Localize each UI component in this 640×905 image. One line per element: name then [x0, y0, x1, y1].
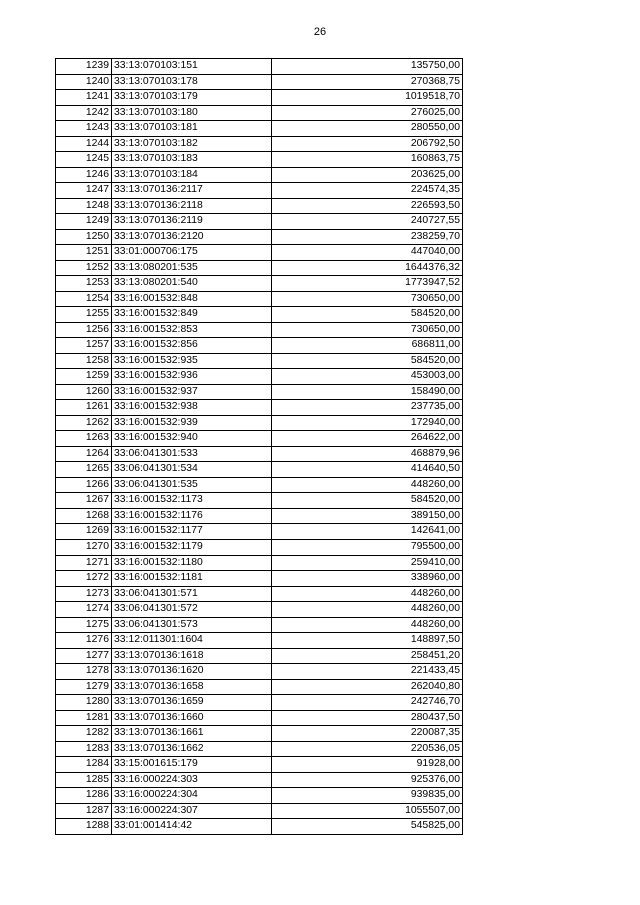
value-cell: 730650,00	[272, 322, 463, 338]
table-row	[56, 307, 463, 323]
row-number-cell: 1251	[56, 245, 112, 261]
value-cell: 158490,00	[272, 384, 463, 400]
value-cell: 135750,00	[272, 59, 463, 75]
row-number-cell: 1245	[56, 152, 112, 168]
cadastral-number-cell: 33:06:041301:534	[112, 462, 272, 478]
row-number-cell: 1243	[56, 121, 112, 137]
value-cell: 264622,00	[272, 431, 463, 447]
table-row	[56, 571, 463, 587]
value-cell: 280550,00	[272, 121, 463, 137]
cadastral-number-cell: 33:16:001532:848	[112, 291, 272, 307]
cadastral-number-cell: 33:16:001532:1181	[112, 571, 272, 587]
table-row	[56, 741, 463, 757]
table-row	[56, 555, 463, 571]
table-row	[56, 633, 463, 649]
cadastral-number-cell: 33:16:001532:1176	[112, 508, 272, 524]
row-number-cell: 1286	[56, 788, 112, 804]
cadastral-number-cell: 33:16:001532:849	[112, 307, 272, 323]
table-row	[56, 477, 463, 493]
table-row	[56, 214, 463, 230]
row-number-cell: 1287	[56, 803, 112, 819]
value-cell: 448260,00	[272, 477, 463, 493]
cadastral-number-cell: 33:16:001532:1180	[112, 555, 272, 571]
table-row	[56, 322, 463, 338]
cadastral-number-cell: 33:13:070136:1618	[112, 648, 272, 664]
row-number-cell: 1288	[56, 819, 112, 835]
data-table	[55, 58, 463, 835]
cadastral-number-cell: 33:12:011301:1604	[112, 633, 272, 649]
table-row	[56, 136, 463, 152]
value-cell: 338960,00	[272, 571, 463, 587]
cadastral-number-cell: 33:16:001532:935	[112, 353, 272, 369]
table-row	[56, 757, 463, 773]
value-cell: 240727,55	[272, 214, 463, 230]
table-row	[56, 462, 463, 478]
cadastral-number-cell: 33:16:001532:937	[112, 384, 272, 400]
row-number-cell: 1242	[56, 105, 112, 121]
table-row	[56, 726, 463, 742]
row-number-cell: 1241	[56, 90, 112, 106]
value-cell: 280437,50	[272, 710, 463, 726]
cadastral-number-cell: 33:13:070103:183	[112, 152, 272, 168]
value-cell: 389150,00	[272, 508, 463, 524]
table-row	[56, 446, 463, 462]
row-number-cell: 1259	[56, 369, 112, 385]
cadastral-number-cell: 33:16:001532:853	[112, 322, 272, 338]
row-number-cell: 1261	[56, 400, 112, 416]
value-cell: 91928,00	[272, 757, 463, 773]
row-number-cell: 1273	[56, 586, 112, 602]
table-row	[56, 276, 463, 292]
table-row	[56, 353, 463, 369]
row-number-cell: 1260	[56, 384, 112, 400]
table-row	[56, 493, 463, 509]
value-cell: 258451,20	[272, 648, 463, 664]
row-number-cell: 1256	[56, 322, 112, 338]
table-row	[56, 152, 463, 168]
row-number-cell: 1240	[56, 74, 112, 90]
cadastral-number-cell: 33:15:001615:179	[112, 757, 272, 773]
row-number-cell: 1264	[56, 446, 112, 462]
value-cell: 226593,50	[272, 198, 463, 214]
value-cell: 468879,96	[272, 446, 463, 462]
value-cell: 686811,00	[272, 338, 463, 354]
value-cell: 545825,00	[272, 819, 463, 835]
row-number-cell: 1269	[56, 524, 112, 540]
value-cell: 142641,00	[272, 524, 463, 540]
table-row	[56, 291, 463, 307]
table-row	[56, 167, 463, 183]
value-cell: 242746,70	[272, 695, 463, 711]
value-cell: 584520,00	[272, 353, 463, 369]
table-row	[56, 586, 463, 602]
row-number-cell: 1248	[56, 198, 112, 214]
value-cell: 1773947,52	[272, 276, 463, 292]
row-number-cell: 1252	[56, 260, 112, 276]
row-number-cell: 1262	[56, 415, 112, 431]
table-row	[56, 819, 463, 835]
row-number-cell: 1249	[56, 214, 112, 230]
cadastral-number-cell: 33:06:041301:535	[112, 477, 272, 493]
table-row	[56, 229, 463, 245]
value-cell: 276025,00	[272, 105, 463, 121]
row-number-cell: 1275	[56, 617, 112, 633]
cadastral-number-cell: 33:13:070136:1661	[112, 726, 272, 742]
row-number-cell: 1276	[56, 633, 112, 649]
row-number-cell: 1278	[56, 664, 112, 680]
table-row	[56, 602, 463, 618]
table-row	[56, 679, 463, 695]
table-row	[56, 245, 463, 261]
cadastral-number-cell: 33:13:070103:184	[112, 167, 272, 183]
cadastral-number-cell: 33:01:001414:42	[112, 819, 272, 835]
table-row	[56, 710, 463, 726]
cadastral-number-cell: 33:16:000224:307	[112, 803, 272, 819]
row-number-cell: 1266	[56, 477, 112, 493]
row-number-cell: 1244	[56, 136, 112, 152]
value-cell: 172940,00	[272, 415, 463, 431]
table-row	[56, 415, 463, 431]
cadastral-number-cell: 33:16:001532:1177	[112, 524, 272, 540]
cadastral-number-cell: 33:16:000224:303	[112, 772, 272, 788]
table-row	[56, 260, 463, 276]
table-row	[56, 384, 463, 400]
cadastral-number-cell: 33:06:041301:573	[112, 617, 272, 633]
value-cell: 448260,00	[272, 586, 463, 602]
value-cell: 795500,00	[272, 539, 463, 555]
value-cell: 939835,00	[272, 788, 463, 804]
value-cell: 220087,35	[272, 726, 463, 742]
row-number-cell: 1263	[56, 431, 112, 447]
table-row	[56, 695, 463, 711]
row-number-cell: 1257	[56, 338, 112, 354]
row-number-cell: 1282	[56, 726, 112, 742]
cadastral-number-cell: 33:13:080201:535	[112, 260, 272, 276]
cadastral-number-cell: 33:16:001532:939	[112, 415, 272, 431]
table-row	[56, 369, 463, 385]
row-number-cell: 1268	[56, 508, 112, 524]
value-cell: 925376,00	[272, 772, 463, 788]
value-cell: 448260,00	[272, 602, 463, 618]
row-number-cell: 1272	[56, 571, 112, 587]
row-number-cell: 1239	[56, 59, 112, 75]
table-row	[56, 90, 463, 106]
value-cell: 220536,05	[272, 741, 463, 757]
value-cell: 584520,00	[272, 307, 463, 323]
table-row	[56, 617, 463, 633]
cadastral-number-cell: 33:16:001532:1179	[112, 539, 272, 555]
table-row	[56, 105, 463, 121]
cadastral-number-cell: 33:06:041301:571	[112, 586, 272, 602]
table-row	[56, 431, 463, 447]
cadastral-number-cell: 33:13:070103:180	[112, 105, 272, 121]
table-row	[56, 664, 463, 680]
value-cell: 237735,00	[272, 400, 463, 416]
value-cell: 238259,70	[272, 229, 463, 245]
value-cell: 160863,75	[272, 152, 463, 168]
value-cell: 224574,35	[272, 183, 463, 199]
value-cell: 447040,00	[272, 245, 463, 261]
row-number-cell: 1271	[56, 555, 112, 571]
value-cell: 1019518,70	[272, 90, 463, 106]
table-row	[56, 59, 463, 75]
table-row	[56, 524, 463, 540]
cadastral-number-cell: 33:13:070136:2117	[112, 183, 272, 199]
cadastral-number-cell: 33:16:001532:856	[112, 338, 272, 354]
cadastral-number-cell: 33:13:070136:2118	[112, 198, 272, 214]
row-number-cell: 1250	[56, 229, 112, 245]
table-row	[56, 539, 463, 555]
cadastral-number-cell: 33:13:070103:182	[112, 136, 272, 152]
row-number-cell: 1279	[56, 679, 112, 695]
cadastral-number-cell: 33:13:070136:2120	[112, 229, 272, 245]
cadastral-number-cell: 33:13:070103:151	[112, 59, 272, 75]
value-cell: 259410,00	[272, 555, 463, 571]
row-number-cell: 1274	[56, 602, 112, 618]
value-cell: 453003,00	[272, 369, 463, 385]
table-row	[56, 338, 463, 354]
row-number-cell: 1254	[56, 291, 112, 307]
cadastral-number-cell: 33:01:000706:175	[112, 245, 272, 261]
cadastral-number-cell: 33:16:001532:936	[112, 369, 272, 385]
cadastral-number-cell: 33:13:070136:1659	[112, 695, 272, 711]
cadastral-number-cell: 33:13:070136:1658	[112, 679, 272, 695]
row-number-cell: 1284	[56, 757, 112, 773]
row-number-cell: 1285	[56, 772, 112, 788]
row-number-cell: 1267	[56, 493, 112, 509]
row-number-cell: 1246	[56, 167, 112, 183]
table-row	[56, 400, 463, 416]
value-cell: 206792,50	[272, 136, 463, 152]
value-cell: 448260,00	[272, 617, 463, 633]
row-number-cell: 1255	[56, 307, 112, 323]
cadastral-number-cell: 33:16:000224:304	[112, 788, 272, 804]
value-cell: 414640,50	[272, 462, 463, 478]
row-number-cell: 1277	[56, 648, 112, 664]
table-row	[56, 121, 463, 137]
table-row	[56, 183, 463, 199]
value-cell: 262040,80	[272, 679, 463, 695]
cadastral-number-cell: 33:13:070136:1662	[112, 741, 272, 757]
row-number-cell: 1281	[56, 710, 112, 726]
row-number-cell: 1247	[56, 183, 112, 199]
cadastral-number-cell: 33:16:001532:940	[112, 431, 272, 447]
table-row	[56, 508, 463, 524]
value-cell: 203625,00	[272, 167, 463, 183]
cadastral-number-cell: 33:13:070136:2119	[112, 214, 272, 230]
value-cell: 221433,45	[272, 664, 463, 680]
page-number: 26	[313, 26, 327, 38]
cadastral-number-cell: 33:06:041301:572	[112, 602, 272, 618]
table-row	[56, 198, 463, 214]
value-cell: 148897,50	[272, 633, 463, 649]
table-row	[56, 74, 463, 90]
table-row	[56, 803, 463, 819]
cadastral-number-cell: 33:16:001532:938	[112, 400, 272, 416]
row-number-cell: 1280	[56, 695, 112, 711]
table-row	[56, 648, 463, 664]
row-number-cell: 1253	[56, 276, 112, 292]
value-cell: 730650,00	[272, 291, 463, 307]
cadastral-number-cell: 33:16:001532:1173	[112, 493, 272, 509]
cadastral-number-cell: 33:13:070136:1620	[112, 664, 272, 680]
cadastral-number-cell: 33:13:080201:540	[112, 276, 272, 292]
table-body	[56, 59, 463, 835]
cadastral-number-cell: 33:13:070103:181	[112, 121, 272, 137]
value-cell: 1055507,00	[272, 803, 463, 819]
cadastral-number-cell: 33:13:070103:178	[112, 74, 272, 90]
row-number-cell: 1265	[56, 462, 112, 478]
row-number-cell: 1270	[56, 539, 112, 555]
value-cell: 1644376,32	[272, 260, 463, 276]
table-row	[56, 788, 463, 804]
cadastral-number-cell: 33:13:070136:1660	[112, 710, 272, 726]
row-number-cell: 1258	[56, 353, 112, 369]
table-row	[56, 772, 463, 788]
value-cell: 270368,75	[272, 74, 463, 90]
cadastral-number-cell: 33:13:070103:179	[112, 90, 272, 106]
row-number-cell: 1283	[56, 741, 112, 757]
value-cell: 584520,00	[272, 493, 463, 509]
cadastral-number-cell: 33:06:041301:533	[112, 446, 272, 462]
